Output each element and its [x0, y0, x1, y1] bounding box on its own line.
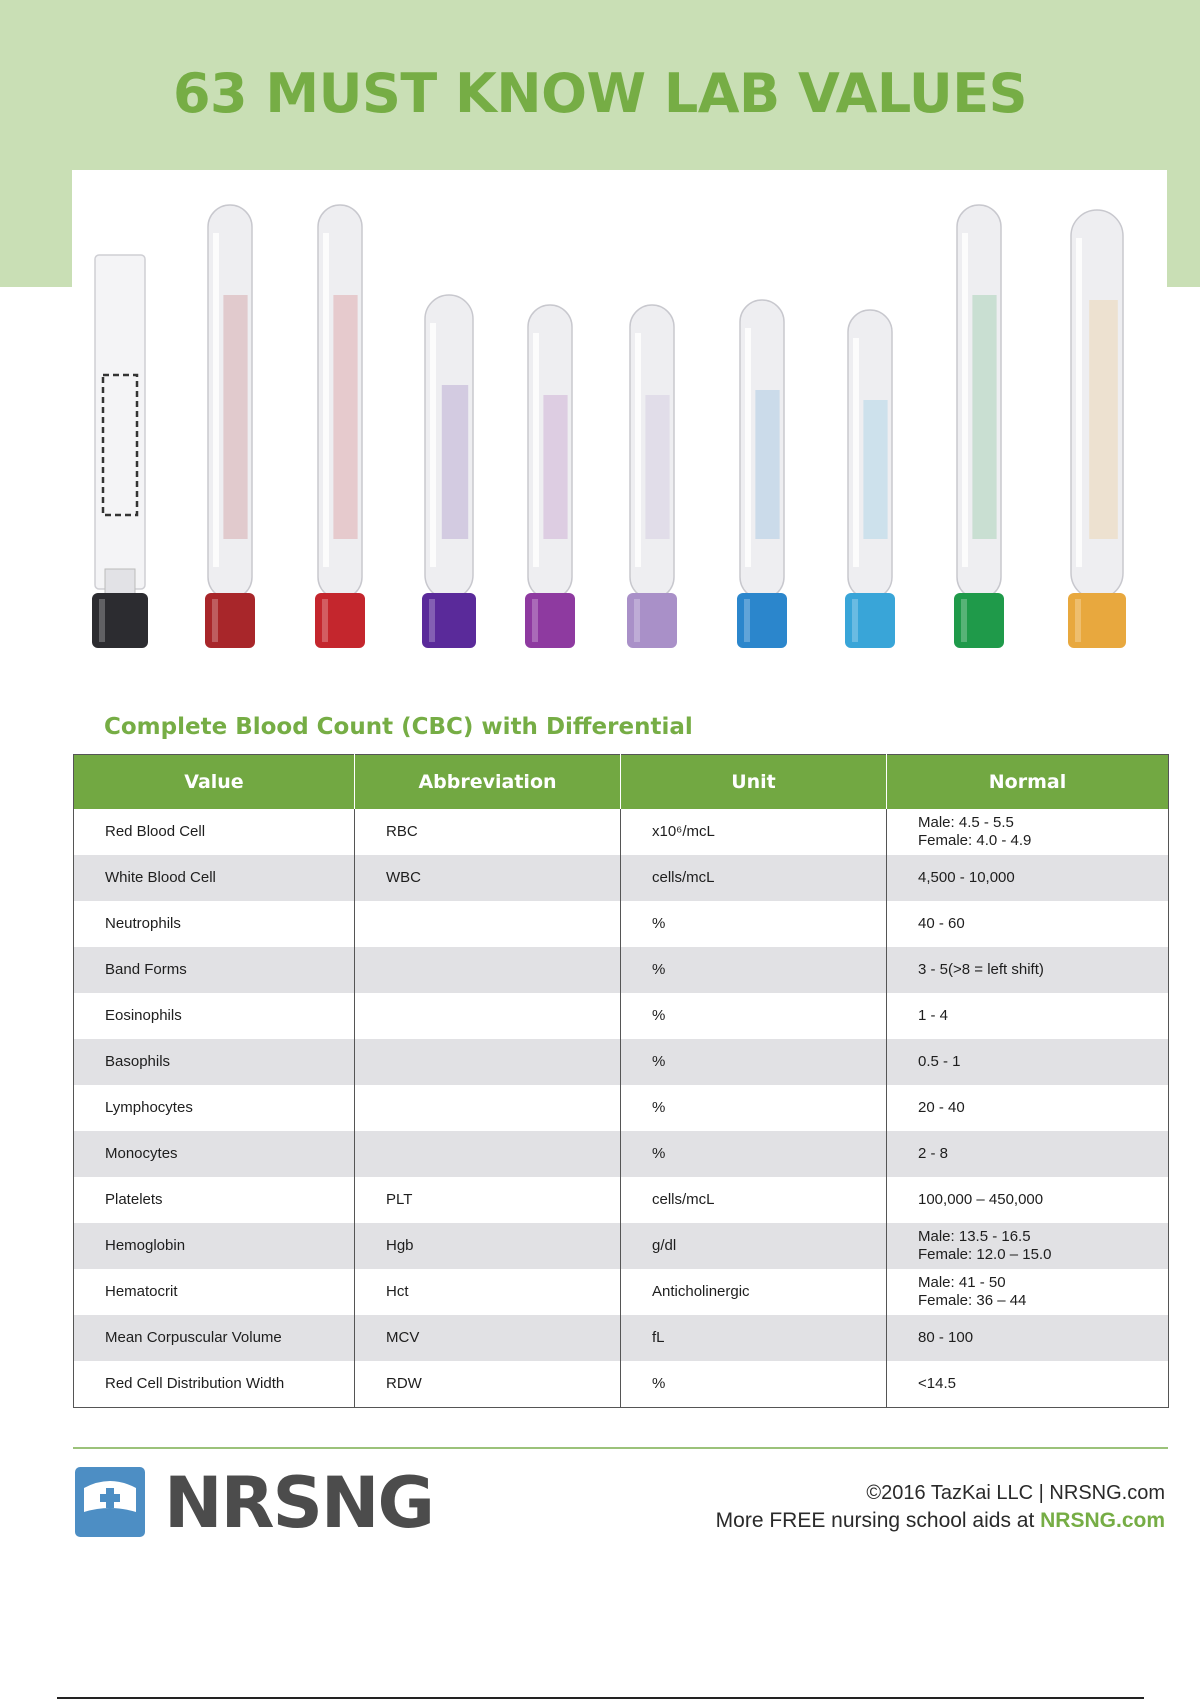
- cell-unit: %: [621, 993, 887, 1039]
- table-row: [74, 993, 1169, 1039]
- cell-abbreviation: RDW: [355, 1361, 621, 1408]
- cell-normal: Male: 41 - 50 Female: 36 – 44: [918, 1274, 1027, 1309]
- cell-normal: 2 - 8: [887, 1131, 1169, 1177]
- header-value: Value: [74, 755, 355, 810]
- blood-tubes-photo: [72, 170, 1167, 670]
- tubes-illustration: [72, 170, 1167, 670]
- cell-normal: 3 - 5(>8 = left shift): [887, 947, 1169, 993]
- cell-unit: %: [621, 901, 887, 947]
- blood-tube: [422, 295, 476, 648]
- section-title: Complete Blood Count (CBC) with Differential: [104, 714, 693, 740]
- table-header-row: [74, 755, 1169, 810]
- header-abbreviation: Abbreviation: [355, 755, 621, 810]
- cell-abbreviation: [355, 993, 621, 1039]
- nrsng-link[interactable]: NRSNG.com: [1040, 1509, 1165, 1532]
- cell-normal: 4,500 - 10,000: [887, 855, 1169, 901]
- cell-unit: %: [621, 1361, 887, 1408]
- table-row: [74, 947, 1169, 993]
- cell-abbreviation: PLT: [355, 1177, 621, 1223]
- blood-tube: [1068, 210, 1126, 648]
- cell-unit: fL: [621, 1315, 887, 1361]
- cell-normal: 1 - 4: [918, 1007, 949, 1024]
- cell-normal: 20 - 40: [918, 1099, 965, 1116]
- cell-abbreviation: [355, 1085, 621, 1131]
- table-row: [74, 1131, 1169, 1177]
- cell-unit: g/dl: [621, 1223, 887, 1269]
- cell-value: Neutrophils: [74, 901, 355, 947]
- cell-unit: cells/mcL: [621, 1177, 887, 1223]
- table-row: [74, 855, 1169, 901]
- blood-tube: [205, 205, 255, 648]
- cell-value: Eosinophils: [74, 993, 355, 1039]
- more-aids-prefix: More FREE nursing school aids at: [715, 1509, 1041, 1532]
- header-unit: Unit: [621, 755, 887, 810]
- cell-abbreviation: [355, 1039, 621, 1085]
- cell-value: Hematocrit: [74, 1269, 355, 1315]
- cell-abbreviation: Hct: [355, 1269, 621, 1315]
- cell-abbreviation: WBC: [355, 855, 621, 901]
- nrsng-logo: [74, 1462, 434, 1544]
- cell-value: Mean Corpuscular Volume: [74, 1315, 355, 1361]
- table-row: [74, 1223, 1169, 1269]
- cell-abbreviation: [355, 901, 621, 947]
- cell-normal: Male: 13.5 - 16.5 Female: 12.0 – 15.0: [887, 1223, 1169, 1269]
- cell-normal: 80 - 100: [887, 1315, 1169, 1361]
- cell-unit: %: [621, 1085, 887, 1131]
- blood-tube: [525, 305, 575, 648]
- blood-tube: [627, 305, 677, 648]
- footer-divider: [73, 1447, 1168, 1449]
- bottom-divider: [57, 1697, 1144, 1699]
- table-row: [74, 1085, 1169, 1131]
- cell-value: Basophils: [74, 1039, 355, 1085]
- more-aids-text: [716, 1509, 1165, 1533]
- cell-unit: %: [621, 1039, 887, 1085]
- cell-unit: %: [621, 1131, 887, 1177]
- table-row: [74, 1361, 1169, 1408]
- table-row: [74, 901, 1169, 947]
- table-row: [74, 1315, 1169, 1361]
- blood-tube: [315, 205, 365, 648]
- blood-tube: [954, 205, 1004, 648]
- cell-value: Band Forms: [74, 947, 355, 993]
- cell-normal: Male: 4.5 - 5.5 Female: 4.0 - 4.9: [918, 814, 1032, 849]
- cell-normal: <14.5: [918, 1375, 956, 1392]
- cell-normal: 40 - 60: [918, 915, 965, 932]
- cell-value: Red Cell Distribution Width: [74, 1361, 355, 1408]
- cell-value: White Blood Cell: [74, 855, 355, 901]
- cell-value: Hemoglobin: [74, 1223, 355, 1269]
- cell-abbreviation: [355, 1131, 621, 1177]
- cell-unit: %: [621, 947, 887, 993]
- cell-normal: 0.5 - 1: [887, 1039, 1169, 1085]
- header-normal: Normal: [887, 755, 1169, 810]
- cell-unit: Anticholinergic: [621, 1269, 887, 1315]
- table-row: [74, 1039, 1169, 1085]
- nurse-cap-icon: [74, 1466, 146, 1538]
- copyright-text: ©2016 TazKai LLC | NRSNG.com: [866, 1482, 1165, 1504]
- cell-value: Lymphocytes: [74, 1085, 355, 1131]
- logo-wordmark: NRSNG: [164, 1462, 433, 1544]
- cell-value: Platelets: [74, 1177, 355, 1223]
- table-row: [74, 809, 1169, 855]
- cell-abbreviation: [355, 947, 621, 993]
- blood-tube: [845, 310, 895, 648]
- table-row: [74, 1177, 1169, 1223]
- cell-abbreviation: MCV: [355, 1315, 621, 1361]
- cell-abbreviation: Hgb: [355, 1223, 621, 1269]
- blood-tube: [737, 300, 787, 648]
- table-row: [74, 1269, 1169, 1315]
- cell-abbreviation: RBC: [355, 809, 621, 855]
- page-title: 63 MUST KNOW LAB VALUES: [172, 62, 1028, 125]
- cell-value: Monocytes: [74, 1131, 355, 1177]
- cell-normal: 100,000 – 450,000: [918, 1191, 1044, 1208]
- cell-unit: cells/mcL: [621, 855, 887, 901]
- cell-unit: x10⁶/mcL: [621, 809, 887, 855]
- cell-value: Red Blood Cell: [74, 809, 355, 855]
- cbc-table: [73, 754, 1169, 1408]
- blood-tube: [92, 255, 148, 648]
